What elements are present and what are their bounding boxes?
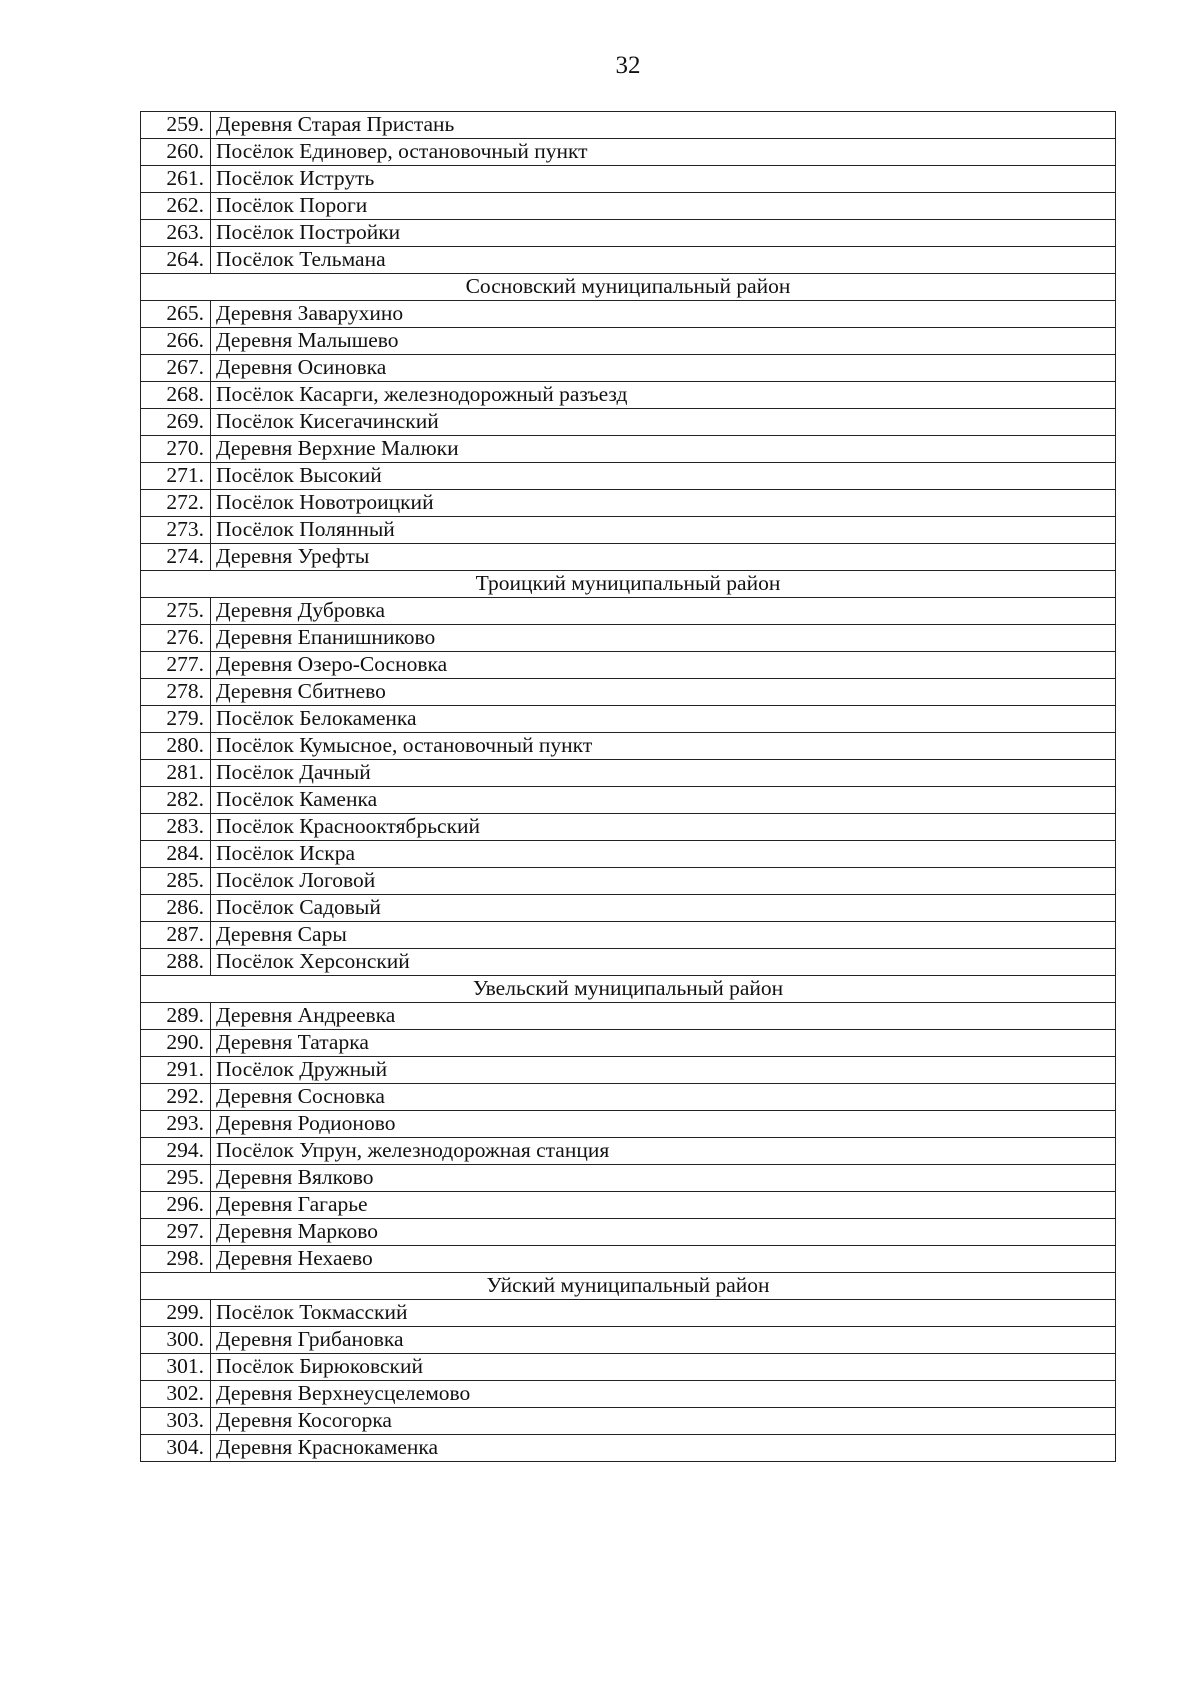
row-number: 293.: [141, 1111, 211, 1138]
settlement-name: Деревня Нехаево: [211, 1246, 1116, 1273]
table-row: [141, 220, 1116, 247]
row-number: 276.: [141, 625, 211, 652]
row-number: 278.: [141, 679, 211, 706]
row-number: 267.: [141, 355, 211, 382]
row-number: 290.: [141, 1030, 211, 1057]
settlement-name: Деревня Верхние Малюки: [211, 436, 1116, 463]
row-number: 260.: [141, 139, 211, 166]
table-row: [141, 544, 1116, 571]
table-row: [141, 382, 1116, 409]
table-row: [141, 166, 1116, 193]
settlement-name: Посёлок Бирюковский: [211, 1354, 1116, 1381]
settlement-name: Деревня Старая Пристань: [211, 112, 1116, 139]
settlement-name: Посёлок Садовый: [211, 895, 1116, 922]
row-number: 287.: [141, 922, 211, 949]
settlement-name: Деревня Татарка: [211, 1030, 1116, 1057]
table-row: [141, 1435, 1116, 1462]
row-number: 303.: [141, 1408, 211, 1435]
district-header-row: [141, 274, 1116, 301]
settlement-name: Деревня Родионово: [211, 1111, 1116, 1138]
table-row: [141, 868, 1116, 895]
settlement-name: Деревня Верхнеусцелемово: [211, 1381, 1116, 1408]
table-row: [141, 949, 1116, 976]
table-row: [141, 1327, 1116, 1354]
table-row: [141, 1354, 1116, 1381]
table-row: [141, 1408, 1116, 1435]
settlement-name: Посёлок Иструть: [211, 166, 1116, 193]
row-number: 302.: [141, 1381, 211, 1408]
row-number: 294.: [141, 1138, 211, 1165]
settlement-name: Деревня Андреевка: [211, 1003, 1116, 1030]
row-number: 295.: [141, 1165, 211, 1192]
settlements-table-body: [141, 112, 1116, 1462]
district-header-row: [141, 1273, 1116, 1300]
row-number: 263.: [141, 220, 211, 247]
row-number: 286.: [141, 895, 211, 922]
row-number: 282.: [141, 787, 211, 814]
table-row: [141, 1111, 1116, 1138]
row-number: 283.: [141, 814, 211, 841]
table-row: [141, 760, 1116, 787]
table-row: [141, 1030, 1116, 1057]
table-row: [141, 1165, 1116, 1192]
settlement-name: Посёлок Упрун, железнодорожная станция: [211, 1138, 1116, 1165]
table-row: [141, 1381, 1116, 1408]
table-row: [141, 1300, 1116, 1327]
settlement-name: Посёлок Кумысное, остановочный пункт: [211, 733, 1116, 760]
table-row: [141, 706, 1116, 733]
row-number: 297.: [141, 1219, 211, 1246]
settlement-name: Деревня Гагарье: [211, 1192, 1116, 1219]
row-number: 277.: [141, 652, 211, 679]
table-row: [141, 490, 1116, 517]
table-row: [141, 139, 1116, 166]
table-row: [141, 895, 1116, 922]
settlement-name: Деревня Грибановка: [211, 1327, 1116, 1354]
table-row: [141, 625, 1116, 652]
district-name: Сосновский муниципальный район: [141, 274, 1116, 301]
table-row: [141, 355, 1116, 382]
settlement-name: Посёлок Токмасский: [211, 1300, 1116, 1327]
settlement-name: Деревня Краснокаменка: [211, 1435, 1116, 1462]
district-name: Троицкий муниципальный район: [141, 571, 1116, 598]
settlement-name: Деревня Сары: [211, 922, 1116, 949]
row-number: 275.: [141, 598, 211, 625]
settlement-name: Посёлок Дружный: [211, 1057, 1116, 1084]
table-row: [141, 1057, 1116, 1084]
district-header-row: [141, 571, 1116, 598]
settlement-name: Деревня Косогорка: [211, 1408, 1116, 1435]
district-name: Увельский муниципальный район: [141, 976, 1116, 1003]
settlement-name: Посёлок Пороги: [211, 193, 1116, 220]
row-number: 288.: [141, 949, 211, 976]
table-row: [141, 301, 1116, 328]
settlement-name: Посёлок Логовой: [211, 868, 1116, 895]
settlement-name: Деревня Заварухино: [211, 301, 1116, 328]
row-number: 298.: [141, 1246, 211, 1273]
settlement-name: Деревня Малышево: [211, 328, 1116, 355]
row-number: 301.: [141, 1354, 211, 1381]
row-number: 281.: [141, 760, 211, 787]
table-row: [141, 112, 1116, 139]
settlement-name: Посёлок Каменка: [211, 787, 1116, 814]
table-row: [141, 1192, 1116, 1219]
row-number: 296.: [141, 1192, 211, 1219]
table-row: [141, 787, 1116, 814]
row-number: 264.: [141, 247, 211, 274]
settlement-name: Посёлок Касарги, железнодорожный разъезд: [211, 382, 1116, 409]
settlement-name: Деревня Озеро-Сосновка: [211, 652, 1116, 679]
table-row: [141, 328, 1116, 355]
row-number: 268.: [141, 382, 211, 409]
row-number: 259.: [141, 112, 211, 139]
row-number: 265.: [141, 301, 211, 328]
settlement-name: Посёлок Искра: [211, 841, 1116, 868]
district-header-row: [141, 976, 1116, 1003]
table-row: [141, 814, 1116, 841]
row-number: 285.: [141, 868, 211, 895]
settlement-name: Посёлок Дачный: [211, 760, 1116, 787]
table-row: [141, 1084, 1116, 1111]
settlement-name: Посёлок Новотроицкий: [211, 490, 1116, 517]
table-row: [141, 1246, 1116, 1273]
table-row: [141, 922, 1116, 949]
settlements-table: [140, 111, 1116, 1462]
row-number: 274.: [141, 544, 211, 571]
settlement-name: Посёлок Полянный: [211, 517, 1116, 544]
row-number: 289.: [141, 1003, 211, 1030]
table-row: [141, 517, 1116, 544]
row-number: 261.: [141, 166, 211, 193]
settlement-name: Деревня Вялково: [211, 1165, 1116, 1192]
row-number: 304.: [141, 1435, 211, 1462]
row-number: 291.: [141, 1057, 211, 1084]
row-number: 299.: [141, 1300, 211, 1327]
settlement-name: Деревня Осиновка: [211, 355, 1116, 382]
settlement-name: Деревня Епанишниково: [211, 625, 1116, 652]
settlement-name: Деревня Урефты: [211, 544, 1116, 571]
row-number: 269.: [141, 409, 211, 436]
table-row: [141, 409, 1116, 436]
table-row: [141, 193, 1116, 220]
table-row: [141, 1138, 1116, 1165]
table-row: [141, 1219, 1116, 1246]
row-number: 272.: [141, 490, 211, 517]
table-row: [141, 841, 1116, 868]
row-number: 300.: [141, 1327, 211, 1354]
row-number: 266.: [141, 328, 211, 355]
row-number: 280.: [141, 733, 211, 760]
settlement-name: Посёлок Единовер, остановочный пункт: [211, 139, 1116, 166]
settlement-name: Посёлок Краснооктябрьский: [211, 814, 1116, 841]
row-number: 284.: [141, 841, 211, 868]
settlement-name: Деревня Марково: [211, 1219, 1116, 1246]
table-row: [141, 436, 1116, 463]
table-row: [141, 463, 1116, 490]
settlement-name: Посёлок Тельмана: [211, 247, 1116, 274]
settlement-name: Деревня Дубровка: [211, 598, 1116, 625]
settlement-name: Деревня Сбитнево: [211, 679, 1116, 706]
table-row: [141, 733, 1116, 760]
row-number: 279.: [141, 706, 211, 733]
table-row: [141, 1003, 1116, 1030]
table-row: [141, 679, 1116, 706]
settlement-name: Посёлок Херсонский: [211, 949, 1116, 976]
table-row: [141, 247, 1116, 274]
table-row: [141, 598, 1116, 625]
page-number: 32: [615, 52, 641, 79]
row-number: 292.: [141, 1084, 211, 1111]
settlement-name: Посёлок Белокаменка: [211, 706, 1116, 733]
settlement-name: Посёлок Кисегачинский: [211, 409, 1116, 436]
settlement-name: Посёлок Высокий: [211, 463, 1116, 490]
row-number: 262.: [141, 193, 211, 220]
row-number: 271.: [141, 463, 211, 490]
settlement-name: Посёлок Постройки: [211, 220, 1116, 247]
table-row: [141, 652, 1116, 679]
row-number: 273.: [141, 517, 211, 544]
settlement-name: Деревня Сосновка: [211, 1084, 1116, 1111]
row-number: 270.: [141, 436, 211, 463]
district-name: Уйский муниципальный район: [141, 1273, 1116, 1300]
